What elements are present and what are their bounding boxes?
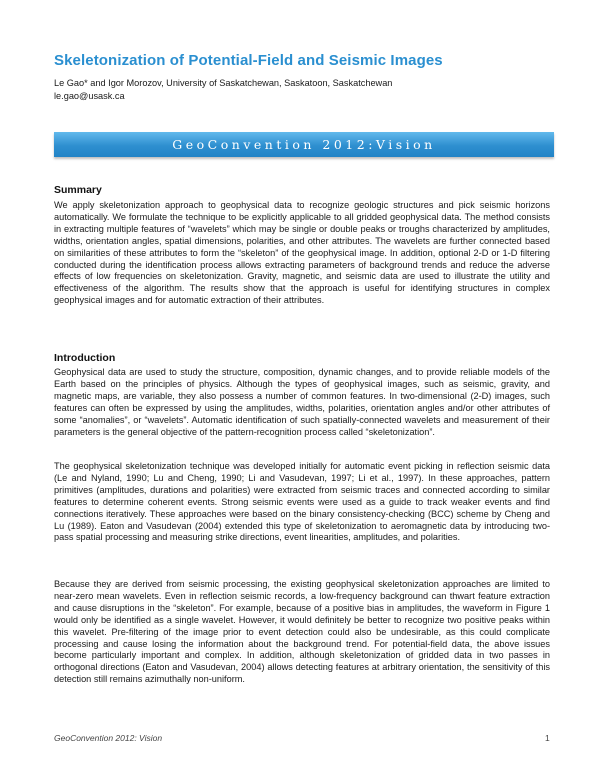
intro-paragraph-3: Because they are derived from seismic processing, the existing geophysical skeletonization approaches are limited to near-zero mean wavelets. Even in reflection seismic records, a low-frequency background can thwart feature extraction and cause disruptions in the “skeleton”. For example, because of a positive bias in amplitudes, the waveform in Figure 1 would only be identified as a single wavelet. However, it would definitely be better to recognize two positive peaks within this wavelet. Pre-filtering of the image prior to event detection could also be undesirable, as this could complicate processing and cause losing the information about the background trend. For potential-field data, the above issues become particularly important and complex. In addition, although skeletonization of gridded data in two passes in orthogonal directions (Eaton and Vasudevan, 2004) allows detecting features at arbitrary orientation, the sensitivity of this detection still remains azimuthally non-uniform. (54, 579, 550, 685)
conference-banner: GeoConvention 2012:Vision (54, 132, 554, 157)
author-block (54, 77, 392, 102)
intro-paragraph-2: The geophysical skeletonization technique was developed initially for automatic event picking in reflection seismic data (Le and Nyland, 1990; Lu and Cheng, 1990; Li and Vasudevan, 1997; Li et al., 1997). In these approaches, pattern primitives (amplitudes, durations and polarities) were extracted from seismic traces and connected according to similar features to determine coherent events. Strong seismic events were used as a guide to track weaker events and find connections iteratively. These approaches were based on the binary consistency-checking (BCC) scheme by Cheng and Lu (1989). Eaton and Vasudevan (2004) extended this type of skeletonization to aeromagnetic data by introducing two-pass spatial processing and measuring strike directions, event linearities, amplitudes, and polarities. (54, 461, 550, 543)
intro-paragraph-1: Geophysical data are used to study the structure, composition, dynamic changes, and to provide reliable models of the Earth based on the principles of physics. Although the types of geophysical images, such as seismic, gravity, and magnetic maps, are variable, they also possess a number of common features. In two-dimensional (2-D) images, such features can often be expressed by using the amplitudes, widths, polarities, orientation angles and/or other attributes of some “anomalies”, or “wavelets”. Automatic identification of such spatially-connected wavelets and measurement of their parameters is the general objective of the pattern-recognition process called “skeletonization”. (54, 367, 550, 437)
page-number: 1 (545, 733, 550, 743)
author-email: le.gao@usask.ca (54, 90, 125, 101)
introduction-heading: Introduction (54, 352, 116, 364)
summary-paragraph: We apply skeletonization approach to geophysical data to recognize geologic structures and pick seismic horizons automatically. We formulate the technique to be explicitly applicable to all gridded geophysical data. The method consists in extracting multiple features of “wavelets” which may be single or double peaks or troughs characterized by amplitudes, widths, orientation angles, spatial dimensions, polarities, and other attributes. The wavelets are further connected based on similarities of these attributes to form the “skeleton” of the geophysical image. In addition, optional 2-D or 1-D filtering conducted during the identification process allows extracting parameters of background trends and reduce the adverse effects of low frequencies on skeletonization. Gravity, magnetic, and seismic data are used to illustrate the utility and effectiveness of the algorithm. The results show that the approach is useful for identifying structures in complex geophysical images and for automatic extraction of their attributes. (54, 200, 550, 306)
summary-heading: Summary (54, 184, 102, 196)
footer-conference: GeoConvention 2012: Vision (54, 733, 163, 743)
paper-title: Skeletonization of Potential-Field and Seismic Images (54, 52, 443, 69)
author-affiliation: Le Gao* and Igor Morozov, University of Saskatchewan, Saskatoon, Saskatchewan (54, 78, 393, 88)
